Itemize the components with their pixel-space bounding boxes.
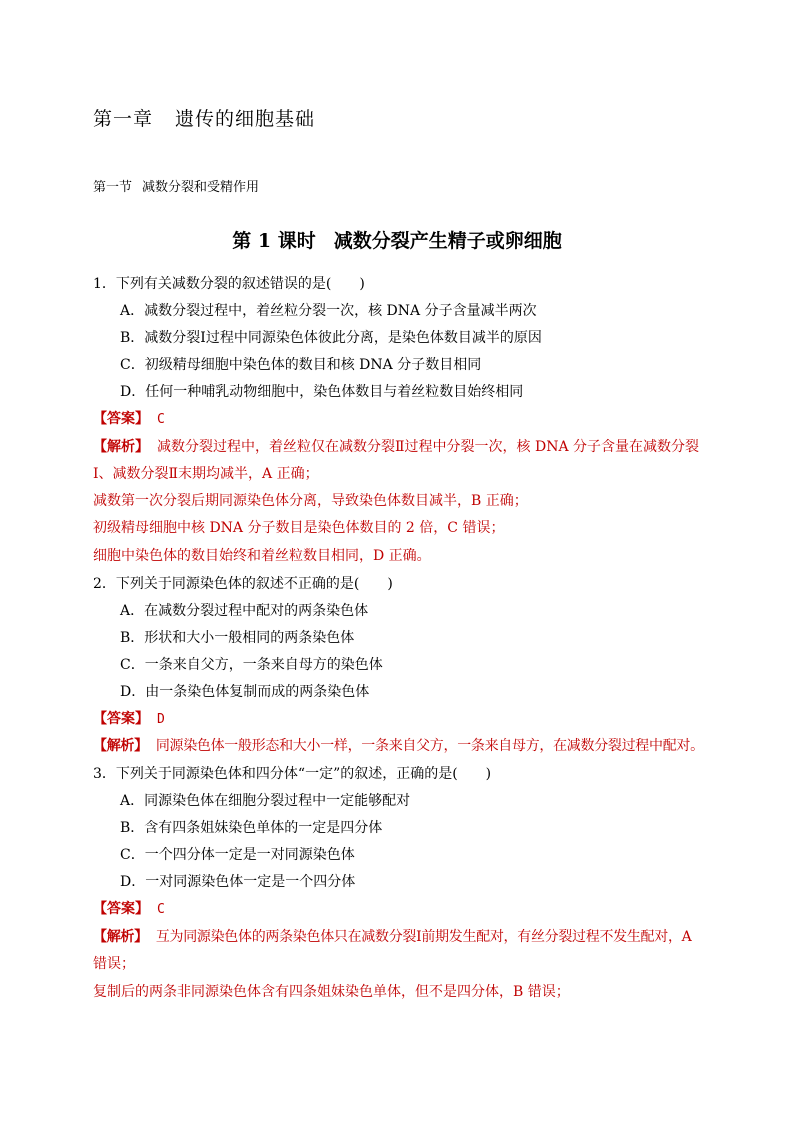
- analysis-text: 同源染色体一般形态和大小一样，一条来自父方，一条来自母方，在减数分裂过程中配对。: [155, 738, 704, 754]
- question-2-option-c: C．一条来自父方，一条来自母方的染色体: [120, 657, 383, 673]
- answer-tag: 【答案】: [93, 411, 149, 427]
- question-3-analysis-line-2: 错误；: [93, 956, 135, 972]
- question-3-option-a: A．同源染色体在细胞分裂过程中一定能够配对: [120, 793, 411, 809]
- question-2-answer: [93, 710, 165, 729]
- chapter-heading: [93, 104, 315, 131]
- answer-value: D: [157, 712, 165, 727]
- question-1-option-b: B．减数分裂Ⅰ过程中同源染色体彼此分离，是染色体数目减半的原因: [120, 330, 542, 346]
- answer-tag: 【答案】: [93, 901, 149, 917]
- question-3-option-c: C．一个四分体一定是一对同源染色体: [120, 847, 355, 863]
- question-1-analysis-line-1: [93, 438, 699, 456]
- question-1-option-a: A．减数分裂过程中，着丝粒分裂一次，核 DNA 分子含量减半两次: [120, 303, 537, 319]
- question-3-option-b: B．含有四条姐妹染色单体的一定是四分体: [120, 820, 383, 836]
- chapter-title: 遗传的细胞基础: [175, 108, 316, 130]
- answer-value: C: [157, 412, 165, 427]
- lesson-heading: [0, 226, 794, 253]
- question-1-analysis-line-5: 细胞中染色体的数目始终和着丝粒数目相同，D 正确。: [93, 548, 431, 564]
- question-1-option-c: C．初级精母细胞中染色体的数目和核 DNA 分子数目相同: [120, 357, 482, 373]
- answer-tag: 【答案】: [93, 711, 149, 727]
- question-1-stem: 1．下列有关减数分裂的叙述错误的是( ): [93, 276, 365, 292]
- chapter-number: 第一章: [93, 108, 154, 130]
- lesson-number: 第 1 课时: [232, 230, 316, 252]
- question-2-stem: 2．下列关于同源染色体的叙述不正确的是( ): [93, 576, 393, 592]
- question-2-option-a: A．在减数分裂过程中配对的两条染色体: [120, 603, 369, 619]
- section-number: 第一节: [93, 180, 133, 195]
- lesson-title: 减数分裂产生精子或卵细胞: [333, 230, 562, 252]
- question-1-option-d: D．任何一种哺乳动物细胞中，染色体数目与着丝粒数目始终相同: [120, 384, 524, 400]
- analysis-tag: 【解析】: [93, 929, 148, 945]
- analysis-text: 减数分裂过程中，着丝粒仅在减数分裂Ⅱ过程中分裂一次，核 DNA 分子含量在减数分裂: [157, 439, 699, 455]
- question-2-option-d: D．由一条染色体复制而成的两条染色体: [120, 684, 370, 700]
- question-1-analysis-line-3: 减数第一次分裂后期同源染色体分离，导致染色体数目减半，B 正确；: [93, 493, 528, 509]
- question-2-analysis-line-1: [93, 737, 704, 755]
- question-3-analysis-line-3: 复制后的两条非同源染色体含有四条姐妹染色单体，但不是四分体，B 错误；: [93, 984, 570, 1000]
- analysis-text: 互为同源染色体的两条染色体只在减数分裂Ⅰ前期发生配对，有丝分裂过程不发生配对，A: [155, 929, 692, 945]
- analysis-tag: 【解析】: [93, 738, 148, 754]
- analysis-tag: 【解析】: [93, 439, 149, 455]
- question-1-analysis-line-2: Ⅰ、减数分裂Ⅱ末期均减半，A 正确；: [93, 466, 319, 482]
- question-1-analysis-line-4: 初级精母细胞中核 DNA 分子数目是染色体数目的 2 倍，C 错误；: [93, 520, 505, 536]
- question-3-option-d: D．一对同源染色体一定是一个四分体: [120, 874, 356, 890]
- question-3-answer: [93, 900, 165, 919]
- question-2-option-b: B．形状和大小一般相同的两条染色体: [120, 630, 355, 646]
- question-3-analysis-line-1: [93, 928, 691, 946]
- section-heading: [93, 176, 259, 195]
- answer-value: C: [157, 902, 165, 917]
- question-3-stem: 3．下列关于同源染色体和四分体“一定”的叙述，正确的是( ): [93, 766, 492, 782]
- section-title: 减数分裂和受精作用: [142, 180, 260, 195]
- question-1-answer: [93, 410, 165, 429]
